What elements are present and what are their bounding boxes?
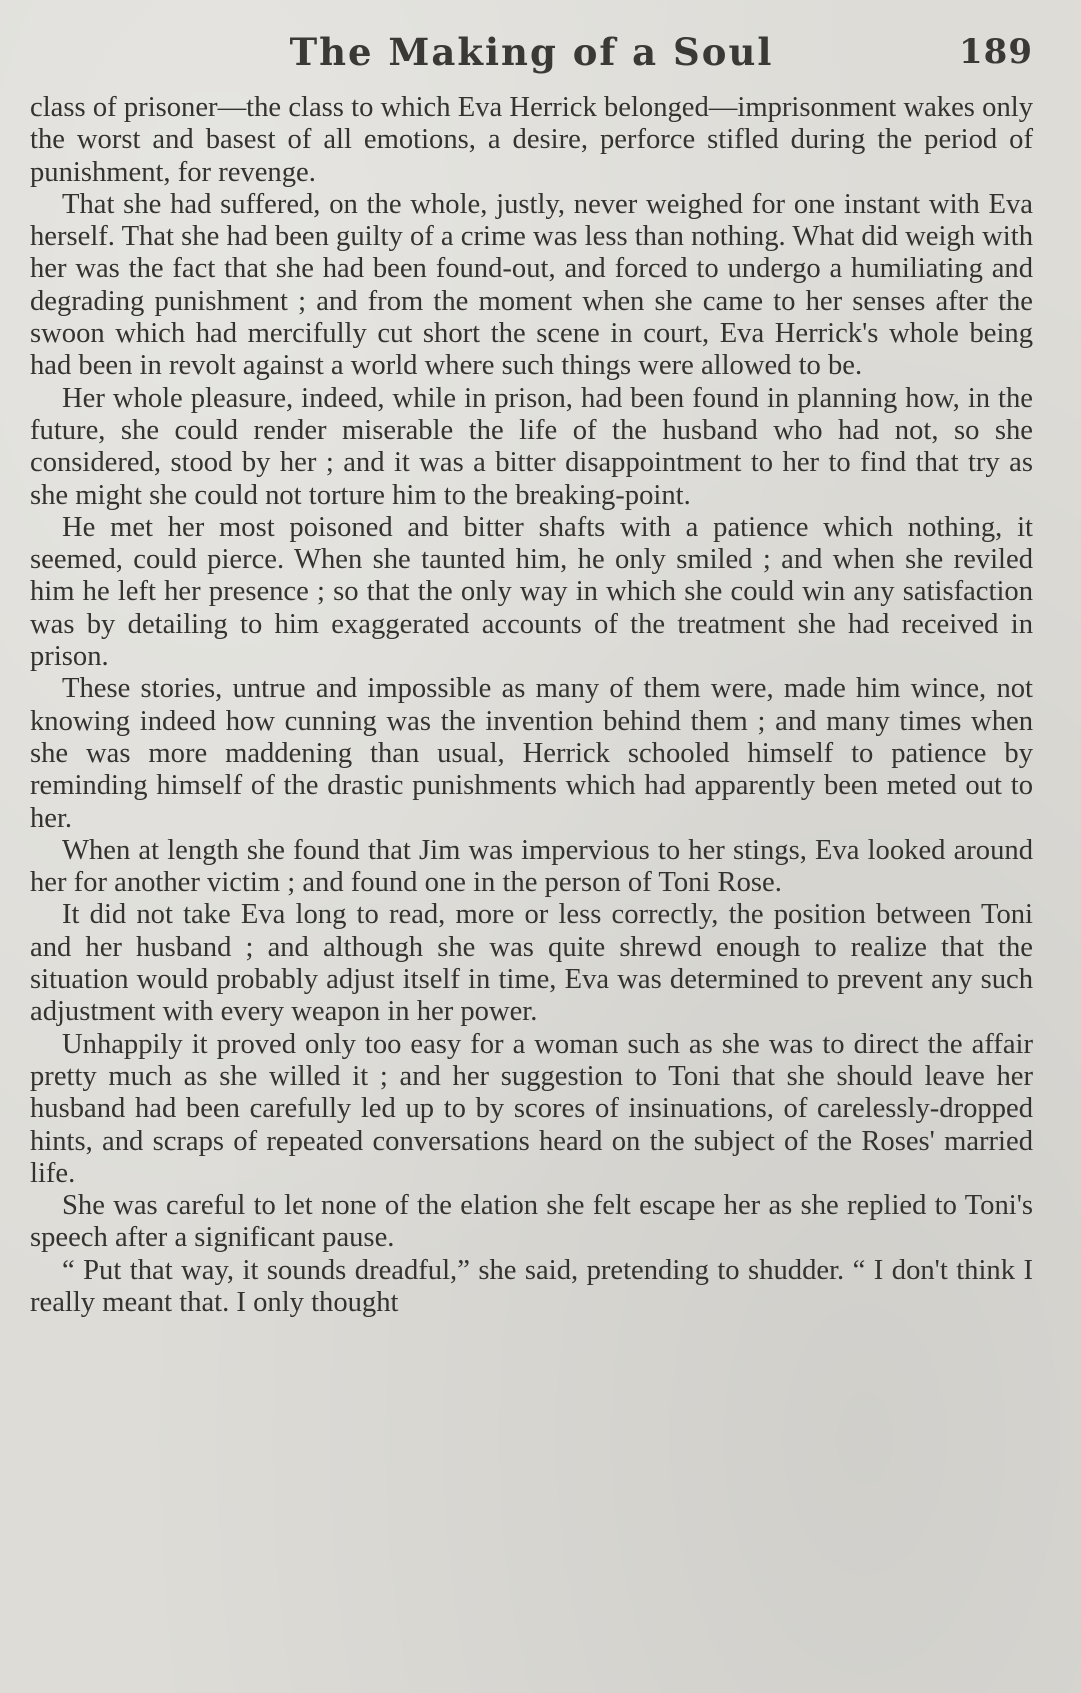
paragraph: “ Put that way, it sounds dreadful,” she said, pretending to shudder. “ I don't think I really meant that. I only thought bbox=[30, 1254, 1033, 1318]
page-number: 189 bbox=[959, 32, 1033, 72]
paragraph: He met her most poisoned and bitter shafts with a patience which nothing, it seemed, could pierce. When she taunted him, he only smiled ; and when she reviled him he left her presence ; so that the only way in which she could win any satisfaction was by detailing to him exaggerated accounts of the treatment she had received in prison. bbox=[30, 511, 1033, 673]
paragraph: It did not take Eva long to read, more or less correctly, the position between Toni and her husband ; and although she was quite shrewd enough to realize that the situation would probably adjust itself in time, Eva was determined to prevent any such adjustment with every weapon in her power. bbox=[30, 899, 1033, 1028]
paragraph: She was careful to let none of the elation she felt escape her as she replied to Toni's speech after a significant pause. bbox=[30, 1190, 1033, 1254]
paragraph: That she had suffered, on the whole, justly, never weighed for one instant with Eva herself. That she had been guilty of a crime was less than nothing. What did weigh with her was the fact that she had been found-out, and forced to undergo a humiliating and degrading punishment ; and from the moment when she came to her senses after the swoon which had mercifully cut short the scene in court, Eva Herrick's whole being had been in revolt against a world where such things were allowed to be. bbox=[30, 188, 1033, 382]
running-title: The Making of a Soul bbox=[289, 30, 774, 74]
paragraph: These stories, untrue and impossible as many of them were, made him wince, not knowing indeed how cunning was the invention behind them ; and many times when she was more maddening than usual, Herrick schooled himself to patience by reminding himself of the drastic punishments which had apparently been meted out to her. bbox=[30, 673, 1033, 834]
running-head bbox=[30, 30, 1033, 86]
body-text bbox=[30, 92, 1033, 1319]
paragraph: Her whole pleasure, indeed, while in prison, had been found in planning how, in the future, she could render miserable the life of the husband who had not, so she considered, stood by her ; and it was a bitter disappointment to her to find that try as she might she could not torture him to the breaking-point. bbox=[30, 382, 1033, 511]
paragraph: class of prisoner—the class to which Eva Herrick belonged—imprisonment wakes only the worst and basest of all emotions, a desire, perforce stifled during the period of punishment, for revenge. bbox=[30, 92, 1033, 188]
paragraph: When at length she found that Jim was impervious to her stings, Eva looked around her for another victim ; and found one in the person of Toni Rose. bbox=[30, 834, 1033, 899]
paragraph: Unhappily it proved only too easy for a woman such as she was to direct the affair pretty much as she willed it ; and her suggestion to Toni that she should leave her husband had been carefully led up to by scores of insinuations, of carelessly-dropped hints, and scraps of repeated conversations heard on the subject of the Roses' married life. bbox=[30, 1028, 1033, 1189]
